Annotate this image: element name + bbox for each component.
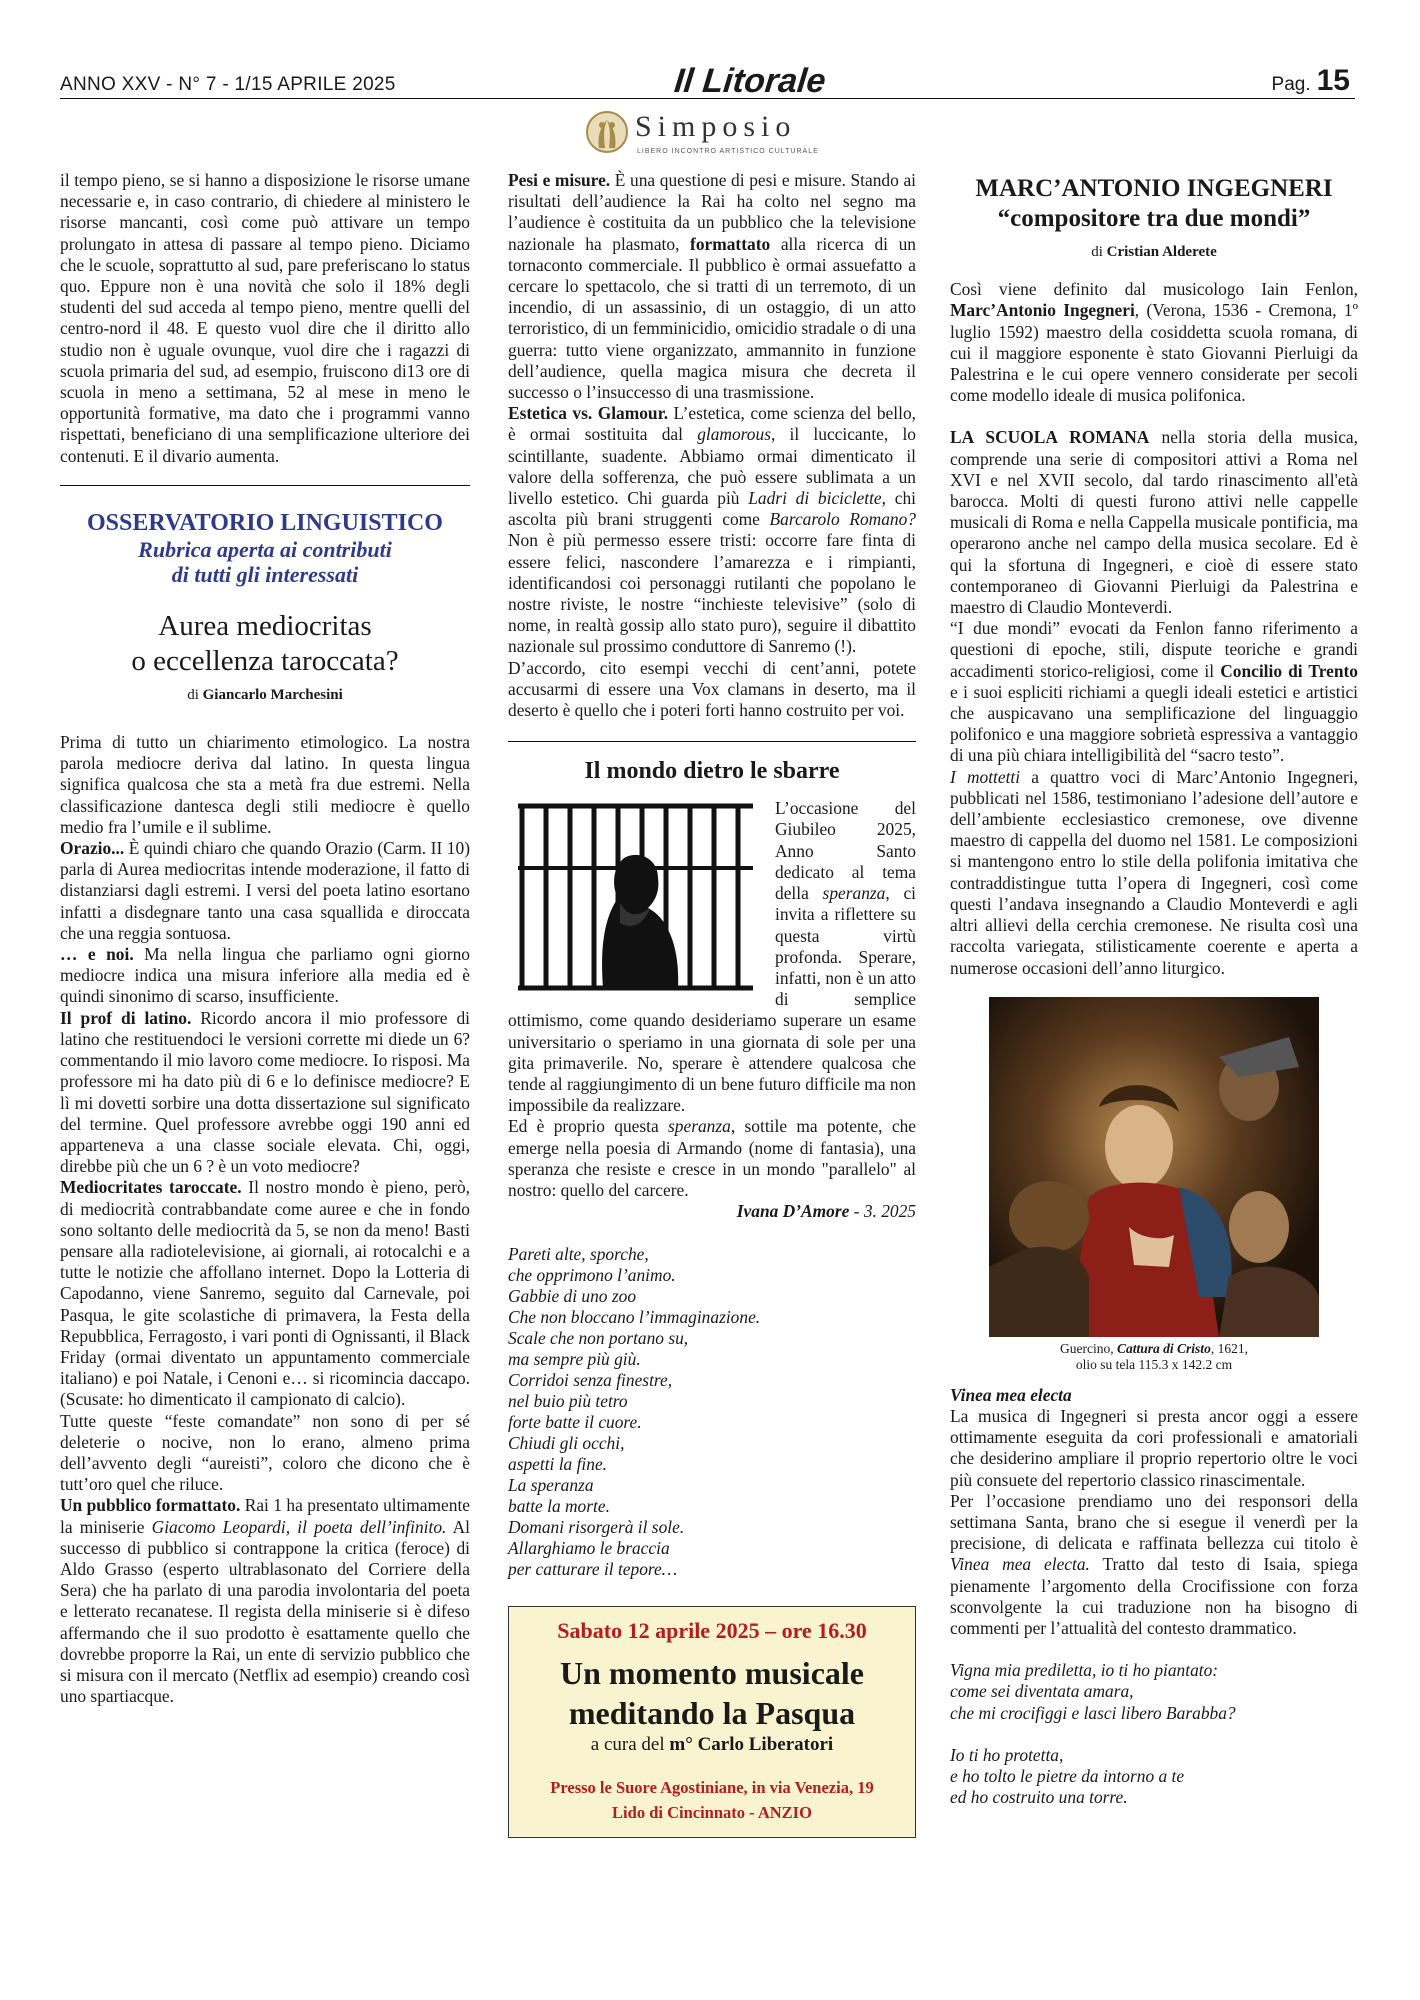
paragraph-text: Ed è proprio questa [508, 1116, 669, 1137]
event-announcement [508, 1606, 916, 1838]
column-2 [508, 170, 916, 1838]
author-name: Giancarlo Marchesini [202, 686, 343, 703]
article-byline [950, 242, 1358, 263]
event-title-line-2: meditando la Pasqua [568, 1695, 856, 1732]
verse-line: Vigna mia prediletta, io ti ho piantato: [950, 1660, 1219, 1681]
verse-line: come sei diventata amara, [950, 1681, 1134, 1702]
event-place-line-1: Presso le Suore Agostiniane, in via Venezia, 19 [550, 1778, 874, 1798]
paragraph-lead: Il prof di latino. [60, 1007, 192, 1028]
paragraph-text: È quindi chiaro che quando Orazio (Carm. II 10) parla di Aurea mediocritas intende moderazione, il fatto di distanziarsi dagli estremi. I versi del poeta latino esortano infatti a disdegnare tanto una casa squallida e diroccata che una reggia sontuosa. [60, 838, 470, 943]
paragraph-text: Non è più permesso essere tristi: occorre fare finta di essere felici, nascondere l’amarezza e i rimpianti, identificandosi coi personaggi rutilanti che popolano le nostre riviste, le nostre “inchieste televisive” (solo di nome, in realtà gossip allo stato puro), seguire il dibattito nazionale sul prossimo conduttore di Sanremo (!). [508, 530, 916, 657]
poem-line: Domani risorgerà il sole. [508, 1517, 685, 1538]
signature [508, 1201, 916, 1222]
page-number-value: 15 [1316, 64, 1350, 97]
section-heading: Vinea mea electa [950, 1384, 1072, 1405]
verse-line: che mi crocifiggi e lasci libero Barabba? [950, 1702, 1236, 1723]
verse-line: ed ho costruito una torre. [950, 1787, 1128, 1808]
paragraph [60, 838, 470, 944]
curator-prefix: a cura del [590, 1734, 670, 1756]
verse-stanza-2 [950, 1745, 1358, 1809]
paragraph-text: L’estetica, come scienza del bello, è ormai sostituita dal [508, 403, 916, 445]
poem-line: La speranza [508, 1475, 594, 1496]
paragraph-text: Ricordo ancora il mio professore di latino che restituendoci le versioni corrette mi diede un 6? commentando il mio lavoro come mediocre. Io risposi. Ma professore mi ha dato più di 6 e lo definisce mediocre? E lì mi dovetti sorbire una dotta dissertazione sul significato del termine. Quel professore avrebbe oggi 190 anni ed apparteneva a una classe sociale elevata. Chi, oggi, direbbe più che un 6 ? è un voto mediocre? [60, 1007, 470, 1177]
paragraph [508, 403, 916, 657]
paragraph-text: Ma nella lingua che parliamo ogni giorno mediocre indica una misura inferiore alla media ed è quindi sinonimo di scarso, insufficiente. [60, 944, 470, 1007]
prison-bars-illustration-icon [508, 798, 763, 998]
paragraph-italic: speranza [668, 1116, 731, 1137]
poem-line: aspetti la fine. [508, 1454, 608, 1475]
poem-line: Corridoi senza finestre, [508, 1370, 673, 1391]
signature-date: - 3. 2025 [849, 1201, 916, 1222]
poem-line: Allarghiamo le braccia [508, 1538, 670, 1559]
paragraph-italic: glamorous [697, 424, 771, 445]
box-title: Il mondo dietro le sbarre [584, 758, 840, 785]
caption-text: Guercino, [1060, 1340, 1118, 1356]
paragraph [950, 618, 1358, 766]
paragraph [950, 1491, 1358, 1639]
paragraph-text: , chi ascolta più brani struggenti come [508, 488, 916, 530]
paragraph [508, 1116, 916, 1201]
paragraph-text: , il luccicante, lo scintillante, suadente. Abbiamo ormai dimenticato il valore della sofferenza, che può essere sublimata a un livello estetico. Chi guarda più [508, 424, 916, 509]
paragraph-text: , (Verona, 1536 - Cremona, 1º luglio 1592) maestro della cosiddetta scuola romana, di cui il maggiore esponente è stato Giovanni Pierluigi da Palestrina e le cui opere vennero considerate per secoli come modello ideale di musica polifonica. [950, 300, 1358, 406]
paragraph [60, 1495, 470, 1707]
author-name: Cristian Alderete [1106, 244, 1217, 260]
paragraph-bold: formattato [690, 233, 771, 254]
paragraph-bold: Marc’Antonio Ingegneri [950, 300, 1135, 321]
paragraph: La musica di Ingegneri si presta ancor oggi a essere ottimamente eseguita da cori professionali e amatoriali che desiderino ampliare il proprio repertorio oltre le voci più consuete del repertorio classico rinascimentale. [950, 1405, 1358, 1490]
paragraph-italic: I mottetti [950, 766, 1021, 787]
signature-name: Ivana D’Amore [736, 1201, 850, 1222]
paragraph [950, 767, 1358, 979]
paragraph-italic: Giacomo Leopardi, il poeta dell’infinito. [151, 1516, 447, 1537]
paragraph-text: Rai 1 ha presentato ultimamente la miniserie [60, 1495, 470, 1537]
paragraph-text: e i suoi espliciti richiami a quegli ideali estetici e artistici che auspicavano una semplificazione del linguaggio polifonico e una maggiore sobrietà espressiva a vantaggio di una più chiara intelligibilità del “sacro testo”. [950, 681, 1358, 766]
event-date: Sabato 12 aprile 2025 – ore 16.30 [557, 1618, 867, 1644]
paragraph-text: , sottile ma potente, che emerge nella poesia di Armando (nome di fantasia), una speranza che resiste e cresce in un mondo "parallelo" al nostro: quello del carcere. [508, 1116, 916, 1200]
paragraph-italic: speranza [822, 883, 886, 904]
paragraph-text: Al successo di pubblico si contrappone la critica (feroce) di Aldo Grasso (esperto ultrablasonato del Corriere della Sera) che ha parlato di una parodia involontaria del poeta e letterato recanatese. Il regista della miniserie si è difeso affermando che il suo prodotto è esattamente quello che dovrebbe proporre la Rai, un ente di servizio pubblico che si misura con il mercato (Netflix ad esempio) creando così uno spartiacque. [60, 1516, 470, 1707]
poem-line: batte la morte. [508, 1496, 610, 1517]
paragraph-text: a quattro voci di Marc’Antonio Ingegneri, pubblicati nel 1586, testimoniano l’adesione dell’autore e dell’ambiente ecclesiastico cremonese, ove divenne maestro di cappella del duomo nel 1581. Le composizioni si mantengono entro lo stile della polifonia imitativa che contraddistingue tutta l’opera di Ingegneri, così come questi l’andava insegnando a Claudio Monteverdi e agli altri allievi della cerchia cremonese. Ne risulta così una raccolta variegata, stilisticamente coerente e aperta a numerose occasioni dell’anno liturgico. [950, 766, 1358, 978]
caption-line-2: olio su tela 115.3 x 142.2 cm [1075, 1356, 1233, 1372]
paragraph-bold: Concilio di Trento [1220, 660, 1358, 681]
paragraph-lead: LA SCUOLA ROMANA [950, 427, 1150, 448]
spacer [950, 1639, 1358, 1660]
guercino-painting-image [989, 997, 1319, 1337]
paragraph-lead: … e noi. [60, 944, 134, 965]
article-subtitle: “compositore tra due mondi” [997, 205, 1311, 232]
column-3 [950, 170, 1358, 1808]
paragraph-italic: Vinea mea electa. [950, 1554, 1090, 1575]
poem [508, 1244, 916, 1580]
paragraph-lead: Pesi e misure. [508, 170, 611, 190]
poem-line: che opprimono l’animo. [508, 1265, 676, 1286]
caption-line-1 [950, 1341, 1358, 1357]
intro-paragraph: il tempo pieno, se si hanno a disposizione le risorse umane necessarie e, in caso contrario, di chiedere al ministero le risorse mancanti, così come può attivare un tempo prolungato in attesa di passare al tempo pieno. Diciamo che le scuole, soprattutto al sud, pare preferiscano lo status quo. Eppure non è una novità che solo il 18% degli studenti del sud acceda al tempo pieno, mentre quelli del centro-nord il 48. E questo vuol dire che il diritto allo studio non è uguale ovunque, vuol dire che i ragazzi di scuola primaria del sud, ad esempio, fruiscono di13 ore di scuola in meno a settimana, 52 al mese in meno le opportunità formative, ma dato che i programmi vanno rispettati, beneficiano di una semplificazione ulteriore dei contenuti. E il divario aumenta. [60, 170, 470, 466]
header-rule [60, 98, 1355, 99]
paragraph-italic: Ladri di biciclette [748, 488, 882, 509]
article-byline [60, 685, 470, 706]
verse-line: Io ti ho protetta, [950, 1744, 1064, 1765]
paragraph [60, 1177, 470, 1410]
caption-title: Cattura di Cristo [1117, 1340, 1211, 1356]
paragraph-text: È una questione di pesi e misure. Stando ai risultati dell’audience la Rai ha colto nel segno ma l’audience è costituita da un pubblico che la televisione nazionale ha plasmato, [508, 170, 916, 254]
poem-line: ma sempre più giù. [508, 1349, 641, 1370]
paragraph: D’accordo, cito esempi vecchi di cent’anni, potete accusarmi di essere una Vox clamans in deserto, ma il deserto è quello che i poteri forti hanno costruito per voi. [508, 657, 916, 721]
byline-prefix: di [187, 686, 199, 703]
paragraph [60, 1008, 470, 1178]
poem-line: Pareti alte, sporche, [508, 1244, 649, 1265]
page-label: Pag. [1271, 74, 1311, 95]
paragraph-text: , ci invita a riflettere su questa virtù profonda. Sperare, infatti, non è un atto di semplice ottimismo, come quando desideriamo superare un esame universitario o speriamo in una giornata di sole per una gita primaverile. No, sperare è attendere qualcosa che tende al raggiungimento di un bene futuro difficile ma non impossibile da realizzare. [508, 883, 916, 1116]
poem-line: Gabbie di uno zoo [508, 1286, 637, 1307]
paragraph [60, 944, 470, 1008]
poem-line: Chiudi gli occhi, [508, 1433, 625, 1454]
paragraph-text: alla ricerca di un tornaconto commerciale. Il pubblico è ormai assuefatto a cercare lo spettacolo, che si tratti di un terremoto, di un incendio, di un assassinio, di un ostaggio, di un atto terroristico, di un femminicidio, omicidio stradale o di una guerra: tutto viene organizzato, ammannito in funzione dell’audience, quella magica misura che decreta il successo o l’insuccesso di una trasmissione. [508, 233, 916, 403]
rubric-title: OSSERVATORIO LINGUISTICO [87, 509, 443, 536]
section-logo [585, 104, 845, 162]
column-divider [508, 741, 916, 742]
column-1 [60, 170, 470, 1707]
poem-line: forte batte il cuore. [508, 1412, 642, 1433]
paragraph-text: L’occasione del Giubileo 2025, Anno Santo dedicato al tema della [775, 798, 916, 904]
issue-info: ANNO XXV - N° 7 - 1/15 APRILE 2025 [60, 74, 396, 95]
paragraph-text: Tratto dal testo di Isaia, spiega pienamente l’argomento della Crocifissione con forza sconvolgente la cui traduzione non ha bisogno di commenti per l’attualità del contesto drammatico. [950, 1554, 1358, 1638]
poem-line: per catturare il tepore… [508, 1559, 678, 1580]
paragraph-lead: Estetica vs. Glamour. [508, 403, 669, 424]
article-title: MARC’ANTONIO INGEGNERI [975, 175, 1333, 202]
event-curator [517, 1733, 907, 1757]
paragraph-text: Per l’occasione prendiamo uno dei responsori della settimana Santa, brano che si esegue il venerdì per la precisione, di delicata e raffinata bellezza cui titolo è [950, 1490, 1358, 1554]
masthead: Il Litorale [672, 62, 828, 100]
painting-caption [950, 1341, 1358, 1373]
event-place [517, 1775, 907, 1825]
article-title-line-1: Aurea mediocritas [158, 609, 372, 642]
paragraph [950, 427, 1358, 618]
spacer [950, 1724, 1358, 1745]
event-place-line-2: Lido di Cincinnato - ANZIO [612, 1803, 812, 1823]
paragraph-lead: Mediocritates taroccate. [60, 1177, 242, 1198]
paragraph: Tutte queste “feste comandate” non sono di per sé deleterie o nocive, non lo erano, almeno prima dell’avvento degli “aureisti”, coloro che dicono che è tutt’oro quel che riluce. [60, 1410, 470, 1495]
curator-name: m° Carlo Liberatori [669, 1734, 834, 1756]
caption-text: , 1621, [1210, 1340, 1248, 1356]
paragraph: Prima di tutto un chiarimento etimologico. La nostra parola mediocre deriva dal latino. In questa lingua significa qualcosa che sta a metà fra due estremi. Nella classificazione dantesca degli stili mediocre è quello medio fra l’umile e il sublime. [60, 732, 470, 837]
section-tagline: LIBERO INCONTRO ARTISTICO CULTURALE [637, 148, 819, 155]
article-title-line-2: o eccellenza taroccata? [131, 644, 399, 677]
byline-prefix: di [1091, 244, 1103, 260]
rubric-subtitle-1: Rubrica aperta ai contributi [138, 536, 392, 562]
page-number [1272, 64, 1350, 98]
event-title-line-1: Un momento musicale [560, 1655, 864, 1692]
article-title [60, 609, 470, 679]
page-header [60, 62, 1360, 102]
prison-article [508, 798, 916, 1222]
poem-line: Scale che non portano su, [508, 1328, 689, 1349]
rubric-subtitle-2: di tutti gli interessati [171, 561, 359, 587]
section-name: Simposio [635, 110, 797, 143]
paragraph [508, 170, 916, 403]
simposio-emblem-icon [585, 108, 629, 158]
paragraph-text: Così viene definito dal musicologo Iain Fenlon, [950, 279, 1358, 300]
paragraph-italic: Barcarolo Romano? [769, 509, 916, 530]
verse-stanza-1 [950, 1660, 1358, 1724]
paragraph [950, 279, 1358, 406]
event-title [517, 1653, 907, 1733]
paragraph-text: Il nostro mondo è pieno, però, di mediocrità contrabbandate come auree e che in fondo sono soltanto delle mediocrità da 5, se non da meno! Basti pensare alla radiotelevisione, ai giornali, ai rotocalchi e a tutte le notizie che affollano internet. Dopo la Lotteria di Capodanno, viene Sanremo, seguito dal Carnevale, poi Pasqua, le gite scolastiche di primavera, la Festa della Repubblica, Ferragosto, i vari ponti di Ognissanti, il Black Friday (ormai diventato un appuntamento commerciale italiano) e poi Natale, i Cenoni e… si ricomincia daccapo. (Scusate: ho dimenticato il campionato di calcio). [60, 1177, 470, 1410]
poem-line: nel buio più tetro [508, 1391, 628, 1412]
verse-line: e ho tolto le pietre da intorno a te [950, 1765, 1185, 1786]
paragraph-text: nella storia della musica, comprende una serie di compositori attivi a Roma nel XVI e nel XVII secolo, dal tardo rinascimento all'età barocca. Molti di questi furono attivi nelle cappelle musicali di Roma e nella Cappella musicale pontificia, ma operarono anche nel campo della musica secolare. Ed è qui la sfortuna di Ingegneri, e cioè di essere stato contemporaneo di Giovanni Pierluigi da Palestrina e maestro di Claudio Monteverdi. [950, 427, 1358, 618]
spacer [950, 406, 1358, 427]
poem-line: Che non bloccano l’immaginazione. [508, 1307, 761, 1328]
column-divider [60, 485, 470, 486]
paragraph-lead: Un pubblico formattato. [60, 1495, 241, 1516]
paragraph-text: “I due mondi” evocati da Fenlon fanno riferimento a questioni di epoche, stili, dispute teoriche e grandi accadimenti storico-religiosi, come il [950, 618, 1358, 681]
paragraph-lead: Orazio... [60, 838, 125, 859]
